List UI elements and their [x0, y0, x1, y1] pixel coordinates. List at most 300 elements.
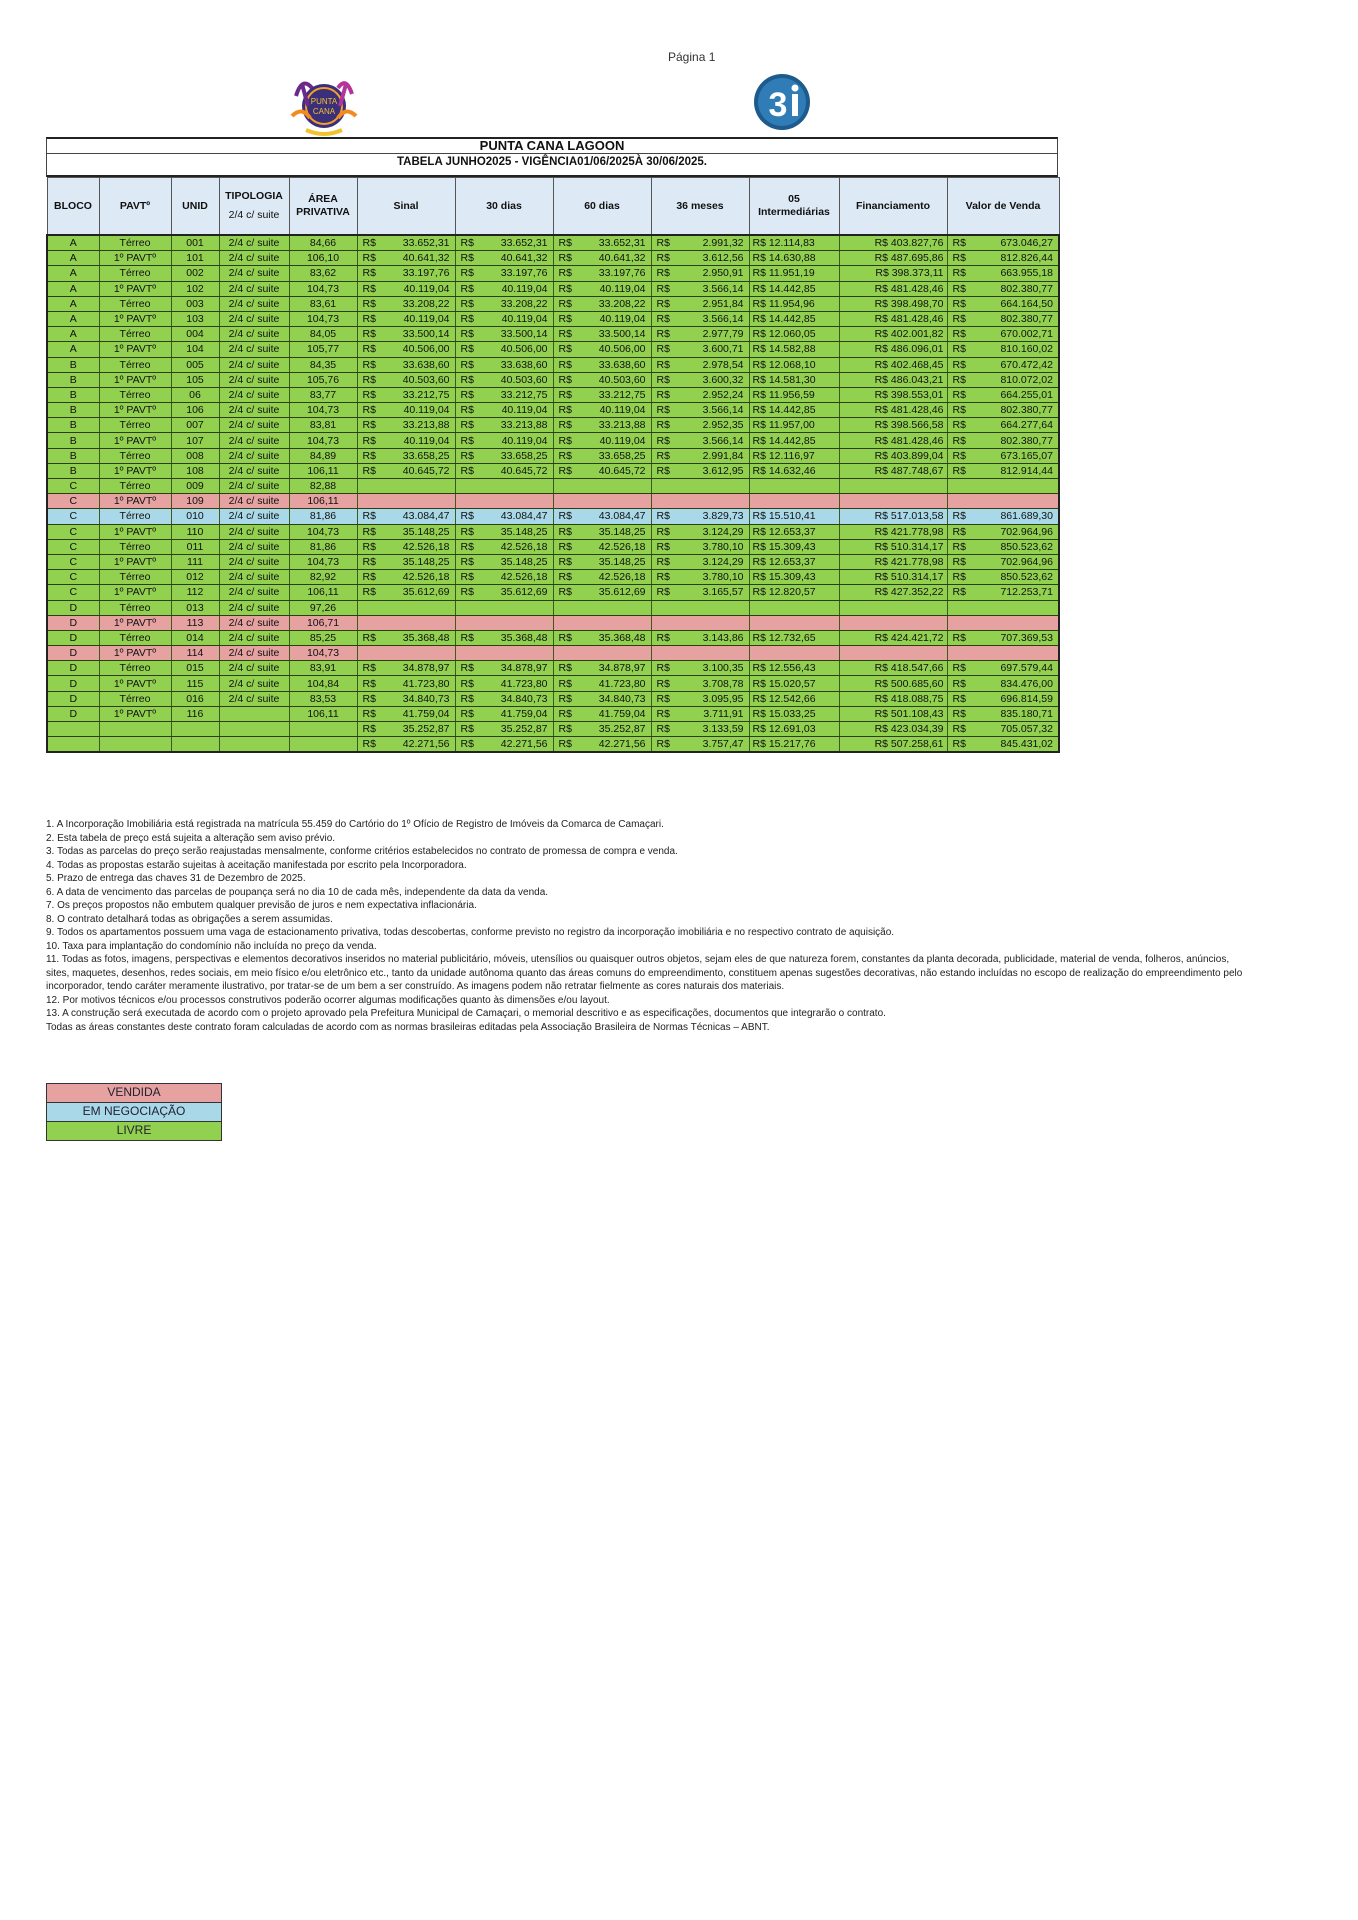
cell-intermediarias: R$ 12.068,10 [749, 357, 839, 372]
col-unid: UNID [171, 178, 219, 236]
cell-valor-venda-value: 812.914,44 [1000, 464, 1053, 477]
cell-36-meses-value: 3.165,57 [702, 586, 744, 599]
cell-60-dias-value: 41.723,80 [598, 677, 646, 690]
cell-60-dias [553, 737, 651, 753]
currency-symbol: R$ [558, 252, 572, 265]
currency-symbol: R$ [656, 631, 670, 644]
cell-pavto: 1º PAVTº [99, 615, 171, 630]
cell-unid: 104 [171, 342, 219, 357]
cell-sinal-value: 33.638,60 [402, 358, 450, 371]
cell-financiamento: R$ 423.034,39 [839, 722, 947, 737]
cell-36-meses-value: 2.977,79 [702, 328, 744, 341]
currency-symbol: R$ [656, 328, 670, 341]
table-row [47, 251, 1059, 266]
currency-symbol: R$ [952, 540, 966, 553]
currency-symbol: R$ [952, 237, 966, 250]
cell-tipologia: 2/4 c/ suite [219, 676, 289, 691]
cell-area: 104,73 [289, 646, 357, 661]
currency-symbol: R$ [558, 677, 572, 690]
cell-valor-venda-value: 663.955,18 [1000, 267, 1053, 280]
cell-60-dias-value: 33.208,22 [598, 297, 646, 310]
cell-financiamento [839, 600, 947, 615]
currency-symbol: R$ [558, 586, 572, 599]
cell-36-meses-value: 3.095,95 [702, 692, 744, 705]
cell-60-dias [553, 585, 651, 600]
cell-30-dias-value: 42.526,18 [500, 571, 548, 584]
cell-valor-venda [947, 706, 1059, 721]
cell-30-dias-value: 35.252,87 [500, 723, 548, 736]
cell-pavto: Térreo [99, 509, 171, 524]
cell-30-dias [455, 691, 553, 706]
cell-sinal [357, 509, 455, 524]
currency-symbol: R$ [558, 328, 572, 341]
cell-30-dias-value: 40.119,04 [501, 282, 548, 295]
cell-valor-venda [947, 251, 1059, 266]
cell-36-meses [651, 357, 749, 372]
cell-financiamento: R$ 481.428,46 [839, 311, 947, 326]
cell-intermediarias: R$ 12.116,97 [749, 448, 839, 463]
cell-sinal-value: 35.148,25 [402, 556, 450, 569]
cell-valor-venda [947, 661, 1059, 676]
currency-symbol: R$ [952, 267, 966, 280]
cell-pavto: Térreo [99, 630, 171, 645]
cell-unid: 109 [171, 494, 219, 509]
currency-symbol: R$ [558, 540, 572, 553]
cell-unid: 108 [171, 463, 219, 478]
cell-30-dias [455, 722, 553, 737]
cell-36-meses [651, 463, 749, 478]
cell-bloco: C [47, 479, 99, 494]
cell-intermediarias: R$ 12.732,65 [749, 630, 839, 645]
cell-pavto: 1º PAVTº [99, 281, 171, 296]
cell-30-dias-value: 35.148,25 [500, 525, 548, 538]
cell-36-meses [651, 706, 749, 721]
price-sheet [46, 137, 1058, 753]
col-valor-venda: Valor de Venda [947, 178, 1059, 236]
currency-symbol: R$ [656, 434, 670, 447]
cell-30-dias [455, 311, 553, 326]
cell-60-dias-value: 40.119,04 [599, 434, 646, 447]
cell-30-dias-value: 34.840,73 [500, 692, 548, 705]
table-row [47, 448, 1059, 463]
cell-pavto: Térreo [99, 479, 171, 494]
currency-symbol: R$ [952, 662, 966, 675]
currency-symbol: R$ [558, 738, 572, 751]
currency-symbol: R$ [362, 571, 376, 584]
currency-symbol: R$ [460, 662, 474, 675]
cell-30-dias-value: 43.084,47 [500, 510, 548, 523]
cell-tipologia: 2/4 c/ suite [219, 235, 289, 251]
price-table [46, 177, 1060, 753]
footnote: 12. Por motivos técnicos e/ou processos construtivos poderão ocorrer algumas modificações quanto às dimensões e/ou layout. [46, 994, 610, 1006]
currency-symbol: R$ [362, 267, 376, 280]
cell-30-dias-value: 40.641,32 [500, 252, 548, 265]
currency-symbol: R$ [656, 343, 670, 356]
svg-text:3: 3 [768, 86, 788, 124]
cell-36-meses-value: 2.951,84 [702, 297, 744, 310]
cell-unid: 113 [171, 615, 219, 630]
cell-30-dias [455, 539, 553, 554]
cell-area: 83,91 [289, 661, 357, 676]
cell-36-meses [651, 615, 749, 630]
cell-36-meses [651, 509, 749, 524]
cell-unid: 012 [171, 570, 219, 585]
cell-60-dias [553, 646, 651, 661]
cell-intermediarias: R$ 14.442,85 [749, 281, 839, 296]
cell-bloco: B [47, 372, 99, 387]
cell-bloco: C [47, 494, 99, 509]
cell-60-dias [553, 387, 651, 402]
cell-sinal [357, 327, 455, 342]
cell-area [289, 737, 357, 753]
cell-unid: 101 [171, 251, 219, 266]
cell-valor-venda [947, 296, 1059, 311]
cell-36-meses-value: 3.612,95 [702, 464, 744, 477]
cell-area: 85,25 [289, 630, 357, 645]
cell-financiamento: R$ 398.373,11 [839, 266, 947, 281]
cell-30-dias-value: 33.213,88 [500, 419, 548, 432]
cell-bloco: A [47, 251, 99, 266]
cell-valor-venda [947, 676, 1059, 691]
currency-symbol: R$ [362, 738, 376, 751]
col-sinal: Sinal [357, 178, 455, 236]
currency-symbol: R$ [362, 586, 376, 599]
cell-sinal-value: 34.878,97 [402, 662, 450, 675]
cell-financiamento: R$ 421.778,98 [839, 554, 947, 569]
cell-30-dias [455, 296, 553, 311]
footnote: 8. O contrato detalhará todas as obrigações a serem assumidas. [46, 913, 333, 925]
cell-36-meses [651, 524, 749, 539]
legend-em-negociacao: EM NEGOCIAÇÃO [47, 1103, 221, 1122]
currency-symbol: R$ [558, 419, 572, 432]
cell-intermediarias: R$ 12.542,66 [749, 691, 839, 706]
cell-60-dias-value: 33.658,25 [598, 449, 646, 462]
cell-tipologia: 2/4 c/ suite [219, 585, 289, 600]
cell-valor-venda [947, 554, 1059, 569]
cell-intermediarias: R$ 12.060,05 [749, 327, 839, 342]
currency-symbol: R$ [558, 571, 572, 584]
currency-symbol: R$ [460, 464, 474, 477]
col-bloco: BLOCO [47, 178, 99, 236]
cell-tipologia: 2/4 c/ suite [219, 691, 289, 706]
cell-intermediarias: R$ 14.632,46 [749, 463, 839, 478]
cell-sinal-value: 40.641,32 [402, 252, 450, 265]
currency-symbol: R$ [952, 556, 966, 569]
cell-30-dias-value: 40.119,04 [501, 313, 548, 326]
cell-36-meses [651, 494, 749, 509]
cell-30-dias-value: 40.119,04 [501, 404, 548, 417]
cell-30-dias [455, 418, 553, 433]
cell-valor-venda [947, 585, 1059, 600]
cell-36-meses [651, 387, 749, 402]
cell-intermediarias: R$ 11.957,00 [749, 418, 839, 433]
cell-unid: 107 [171, 433, 219, 448]
cell-sinal-value: 35.368,48 [402, 631, 450, 644]
cell-sinal [357, 463, 455, 478]
cell-30-dias [455, 433, 553, 448]
cell-pavto: 1º PAVTº [99, 433, 171, 448]
cell-60-dias-value: 33.500,14 [598, 328, 646, 341]
cell-valor-venda-value: 696.814,59 [1000, 692, 1053, 705]
currency-symbol: R$ [362, 723, 376, 736]
cell-pavto: 1º PAVTº [99, 646, 171, 661]
cell-sinal-value: 40.119,04 [403, 313, 450, 326]
cell-sinal [357, 615, 455, 630]
cell-bloco: B [47, 387, 99, 402]
currency-symbol: R$ [362, 252, 376, 265]
cell-valor-venda-value: 702.964,96 [1000, 556, 1053, 569]
cell-sinal [357, 251, 455, 266]
cell-intermediarias [749, 615, 839, 630]
currency-symbol: R$ [460, 571, 474, 584]
currency-symbol: R$ [952, 677, 966, 690]
cell-financiamento: R$ 402.001,82 [839, 327, 947, 342]
cell-area: 105,76 [289, 372, 357, 387]
footnote: 11. Todas as fotos, imagens, perspectivas e elementos decorativos inseridos no material publicitário, móveis, utensílios ou quaisquer outros objetos, sejam eles de que natureza forem, constantes da planta decorada, publicidade, material de venda, folheros, anúncios, sites, maquetes, desenhos, redes sociais, em meio físico e/ou eletrônico etc., tanto da unidade autônoma quanto das áreas comuns do empreendimento, constituem apenas sugestões decorativas, não estando incluídas no escopo de realização do empreendimento pelo incorporador, tendo caráter meramente ilustrativo, por tratar-se de um bem a ser construído. As imagens podem não retratar fielmente as cores naturais dos materiais. [46, 954, 1243, 992]
cell-bloco: B [47, 448, 99, 463]
cell-unid: 008 [171, 448, 219, 463]
cell-valor-venda [947, 387, 1059, 402]
table-row [47, 296, 1059, 311]
cell-pavto: 1º PAVTº [99, 311, 171, 326]
cell-unid: 115 [171, 676, 219, 691]
cell-pavto: 1º PAVTº [99, 494, 171, 509]
cell-36-meses [651, 676, 749, 691]
cell-sinal-value: 33.213,88 [402, 419, 450, 432]
cell-30-dias [455, 661, 553, 676]
cell-valor-venda [947, 372, 1059, 387]
cell-60-dias [553, 615, 651, 630]
cell-36-meses-value: 3.780,10 [702, 540, 744, 553]
cell-60-dias [553, 433, 651, 448]
cell-intermediarias [749, 479, 839, 494]
currency-symbol: R$ [460, 449, 474, 462]
cell-sinal [357, 554, 455, 569]
cell-60-dias [553, 342, 651, 357]
cell-valor-venda [947, 615, 1059, 630]
table-row [47, 387, 1059, 402]
cell-financiamento: R$ 517.013,58 [839, 509, 947, 524]
cell-sinal [357, 357, 455, 372]
cell-area: 104,84 [289, 676, 357, 691]
currency-symbol: R$ [952, 282, 966, 295]
currency-symbol: R$ [558, 237, 572, 250]
cell-36-meses [651, 646, 749, 661]
table-row [47, 600, 1059, 615]
currency-symbol: R$ [952, 510, 966, 523]
cell-bloco [47, 737, 99, 753]
cell-60-dias-value: 35.368,48 [598, 631, 646, 644]
currency-symbol: R$ [952, 464, 966, 477]
cell-valor-venda-value: 810.072,02 [1000, 373, 1053, 386]
currency-symbol: R$ [460, 388, 474, 401]
cell-valor-venda [947, 722, 1059, 737]
currency-symbol: R$ [952, 328, 966, 341]
currency-symbol: R$ [460, 404, 474, 417]
table-row [47, 479, 1059, 494]
cell-pavto: 1º PAVTº [99, 372, 171, 387]
cell-area: 106,11 [289, 585, 357, 600]
cell-tipologia: 2/4 c/ suite [219, 296, 289, 311]
cell-tipologia [219, 722, 289, 737]
cell-36-meses-value: 2.991,32 [702, 237, 744, 250]
table-row [47, 539, 1059, 554]
cell-unid: 014 [171, 630, 219, 645]
cell-36-meses [651, 418, 749, 433]
cell-area: 106,11 [289, 494, 357, 509]
table-row [47, 691, 1059, 706]
currency-symbol: R$ [362, 313, 376, 326]
cell-area: 83,53 [289, 691, 357, 706]
cell-sinal-value: 41.723,80 [402, 677, 450, 690]
footnote: 9. Todos os apartamentos possuem uma vaga de estacionamento privativa, todas descobertas, conforme previsto no registro da incorporação imobiliária e no respectivo contrato de aquisição. [46, 927, 895, 938]
cell-30-dias [455, 676, 553, 691]
cell-30-dias [455, 494, 553, 509]
currency-symbol: R$ [362, 525, 376, 538]
currency-symbol: R$ [362, 373, 376, 386]
cell-36-meses [651, 372, 749, 387]
currency-symbol: R$ [656, 464, 670, 477]
cell-60-dias [553, 296, 651, 311]
cell-60-dias [553, 661, 651, 676]
cell-valor-venda [947, 235, 1059, 251]
currency-symbol: R$ [460, 434, 474, 447]
cell-bloco: D [47, 691, 99, 706]
cell-pavto: Térreo [99, 235, 171, 251]
cell-pavto: Térreo [99, 387, 171, 402]
cell-tipologia: 2/4 c/ suite [219, 372, 289, 387]
cell-60-dias [553, 570, 651, 585]
cell-valor-venda [947, 311, 1059, 326]
currency-symbol: R$ [952, 586, 966, 599]
table-row [47, 554, 1059, 569]
cell-intermediarias: R$ 14.442,85 [749, 403, 839, 418]
cell-sinal-value: 41.759,04 [402, 707, 450, 720]
cell-pavto: Térreo [99, 539, 171, 554]
cell-bloco: D [47, 646, 99, 661]
cell-sinal-value: 42.526,18 [402, 540, 450, 553]
cell-intermediarias [749, 646, 839, 661]
cell-financiamento [839, 646, 947, 661]
cell-60-dias [553, 235, 651, 251]
cell-30-dias-value: 34.878,97 [500, 662, 548, 675]
cell-intermediarias: R$ 11.954,96 [749, 296, 839, 311]
cell-intermediarias: R$ 14.581,30 [749, 372, 839, 387]
currency-symbol: R$ [952, 373, 966, 386]
cell-36-meses-value: 3.600,71 [702, 343, 744, 356]
cell-sinal-value: 43.084,47 [402, 510, 450, 523]
cell-area: 105,77 [289, 342, 357, 357]
cell-36-meses [651, 281, 749, 296]
cell-36-meses-value: 3.711,91 [703, 707, 744, 720]
cell-pavto: Térreo [99, 661, 171, 676]
cell-bloco: C [47, 539, 99, 554]
cell-unid: 106 [171, 403, 219, 418]
cell-60-dias-value: 35.148,25 [598, 556, 646, 569]
cell-60-dias [553, 281, 651, 296]
cell-bloco: B [47, 418, 99, 433]
currency-symbol: R$ [362, 631, 376, 644]
table-row [47, 327, 1059, 342]
cell-pavto: Térreo [99, 357, 171, 372]
cell-36-meses [651, 327, 749, 342]
currency-symbol: R$ [558, 510, 572, 523]
cell-tipologia: 2/4 c/ suite [219, 539, 289, 554]
cell-30-dias-value: 40.503,60 [500, 373, 548, 386]
svg-text:PUNTA: PUNTA [310, 97, 338, 106]
cell-intermediarias: R$ 14.630,88 [749, 251, 839, 266]
cell-unid: 114 [171, 646, 219, 661]
cell-60-dias [553, 630, 651, 645]
cell-tipologia: 2/4 c/ suite [219, 494, 289, 509]
cell-valor-venda-value: 664.164,50 [1000, 297, 1053, 310]
cell-sinal [357, 630, 455, 645]
cell-valor-venda-value: 861.689,30 [1000, 510, 1053, 523]
cell-financiamento: R$ 427.352,22 [839, 585, 947, 600]
cell-60-dias-value: 34.878,97 [598, 662, 646, 675]
currency-symbol: R$ [558, 449, 572, 462]
table-row [47, 494, 1059, 509]
currency-symbol: R$ [952, 343, 966, 356]
cell-valor-venda-value: 802.380,77 [1000, 404, 1053, 417]
cell-30-dias [455, 251, 553, 266]
currency-symbol: R$ [656, 662, 670, 675]
currency-symbol: R$ [460, 738, 474, 751]
table-row [47, 706, 1059, 721]
cell-60-dias [553, 311, 651, 326]
cell-60-dias [553, 448, 651, 463]
cell-36-meses-value: 2.952,35 [702, 419, 744, 432]
cell-area: 83,61 [289, 296, 357, 311]
cell-30-dias [455, 235, 553, 251]
cell-valor-venda-value: 850.523,62 [1000, 571, 1053, 584]
table-row [47, 403, 1059, 418]
cell-bloco: D [47, 676, 99, 691]
cell-60-dias [553, 539, 651, 554]
cell-intermediarias: R$ 11.951,19 [749, 266, 839, 281]
cell-financiamento: R$ 487.748,67 [839, 463, 947, 478]
cell-sinal-value: 40.119,04 [403, 434, 450, 447]
table-row [47, 661, 1059, 676]
currency-symbol: R$ [656, 707, 670, 720]
currency-symbol: R$ [460, 313, 474, 326]
cell-unid: 009 [171, 479, 219, 494]
cell-60-dias-value: 40.641,32 [598, 252, 646, 265]
cell-36-meses-value: 2.952,24 [702, 388, 744, 401]
cell-36-meses [651, 570, 749, 585]
cell-pavto: 1º PAVTº [99, 463, 171, 478]
cell-tipologia: 2/4 c/ suite [219, 509, 289, 524]
cell-60-dias-value: 40.645,72 [598, 464, 646, 477]
cell-area: 82,92 [289, 570, 357, 585]
currency-symbol: R$ [362, 707, 376, 720]
cell-area: 97,26 [289, 600, 357, 615]
currency-symbol: R$ [460, 510, 474, 523]
currency-symbol: R$ [952, 571, 966, 584]
cell-intermediarias: R$ 15.510,41 [749, 509, 839, 524]
cell-36-meses-value: 3.757,47 [702, 738, 744, 751]
currency-symbol: R$ [460, 328, 474, 341]
cell-area: 106,11 [289, 463, 357, 478]
currency-symbol: R$ [558, 358, 572, 371]
cell-30-dias [455, 479, 553, 494]
cell-36-meses-value: 3.566,14 [702, 404, 744, 417]
currency-symbol: R$ [460, 525, 474, 538]
currency-symbol: R$ [558, 373, 572, 386]
cell-30-dias-value: 33.208,22 [500, 297, 548, 310]
cell-30-dias [455, 342, 553, 357]
cell-financiamento: R$ 398.498,70 [839, 296, 947, 311]
